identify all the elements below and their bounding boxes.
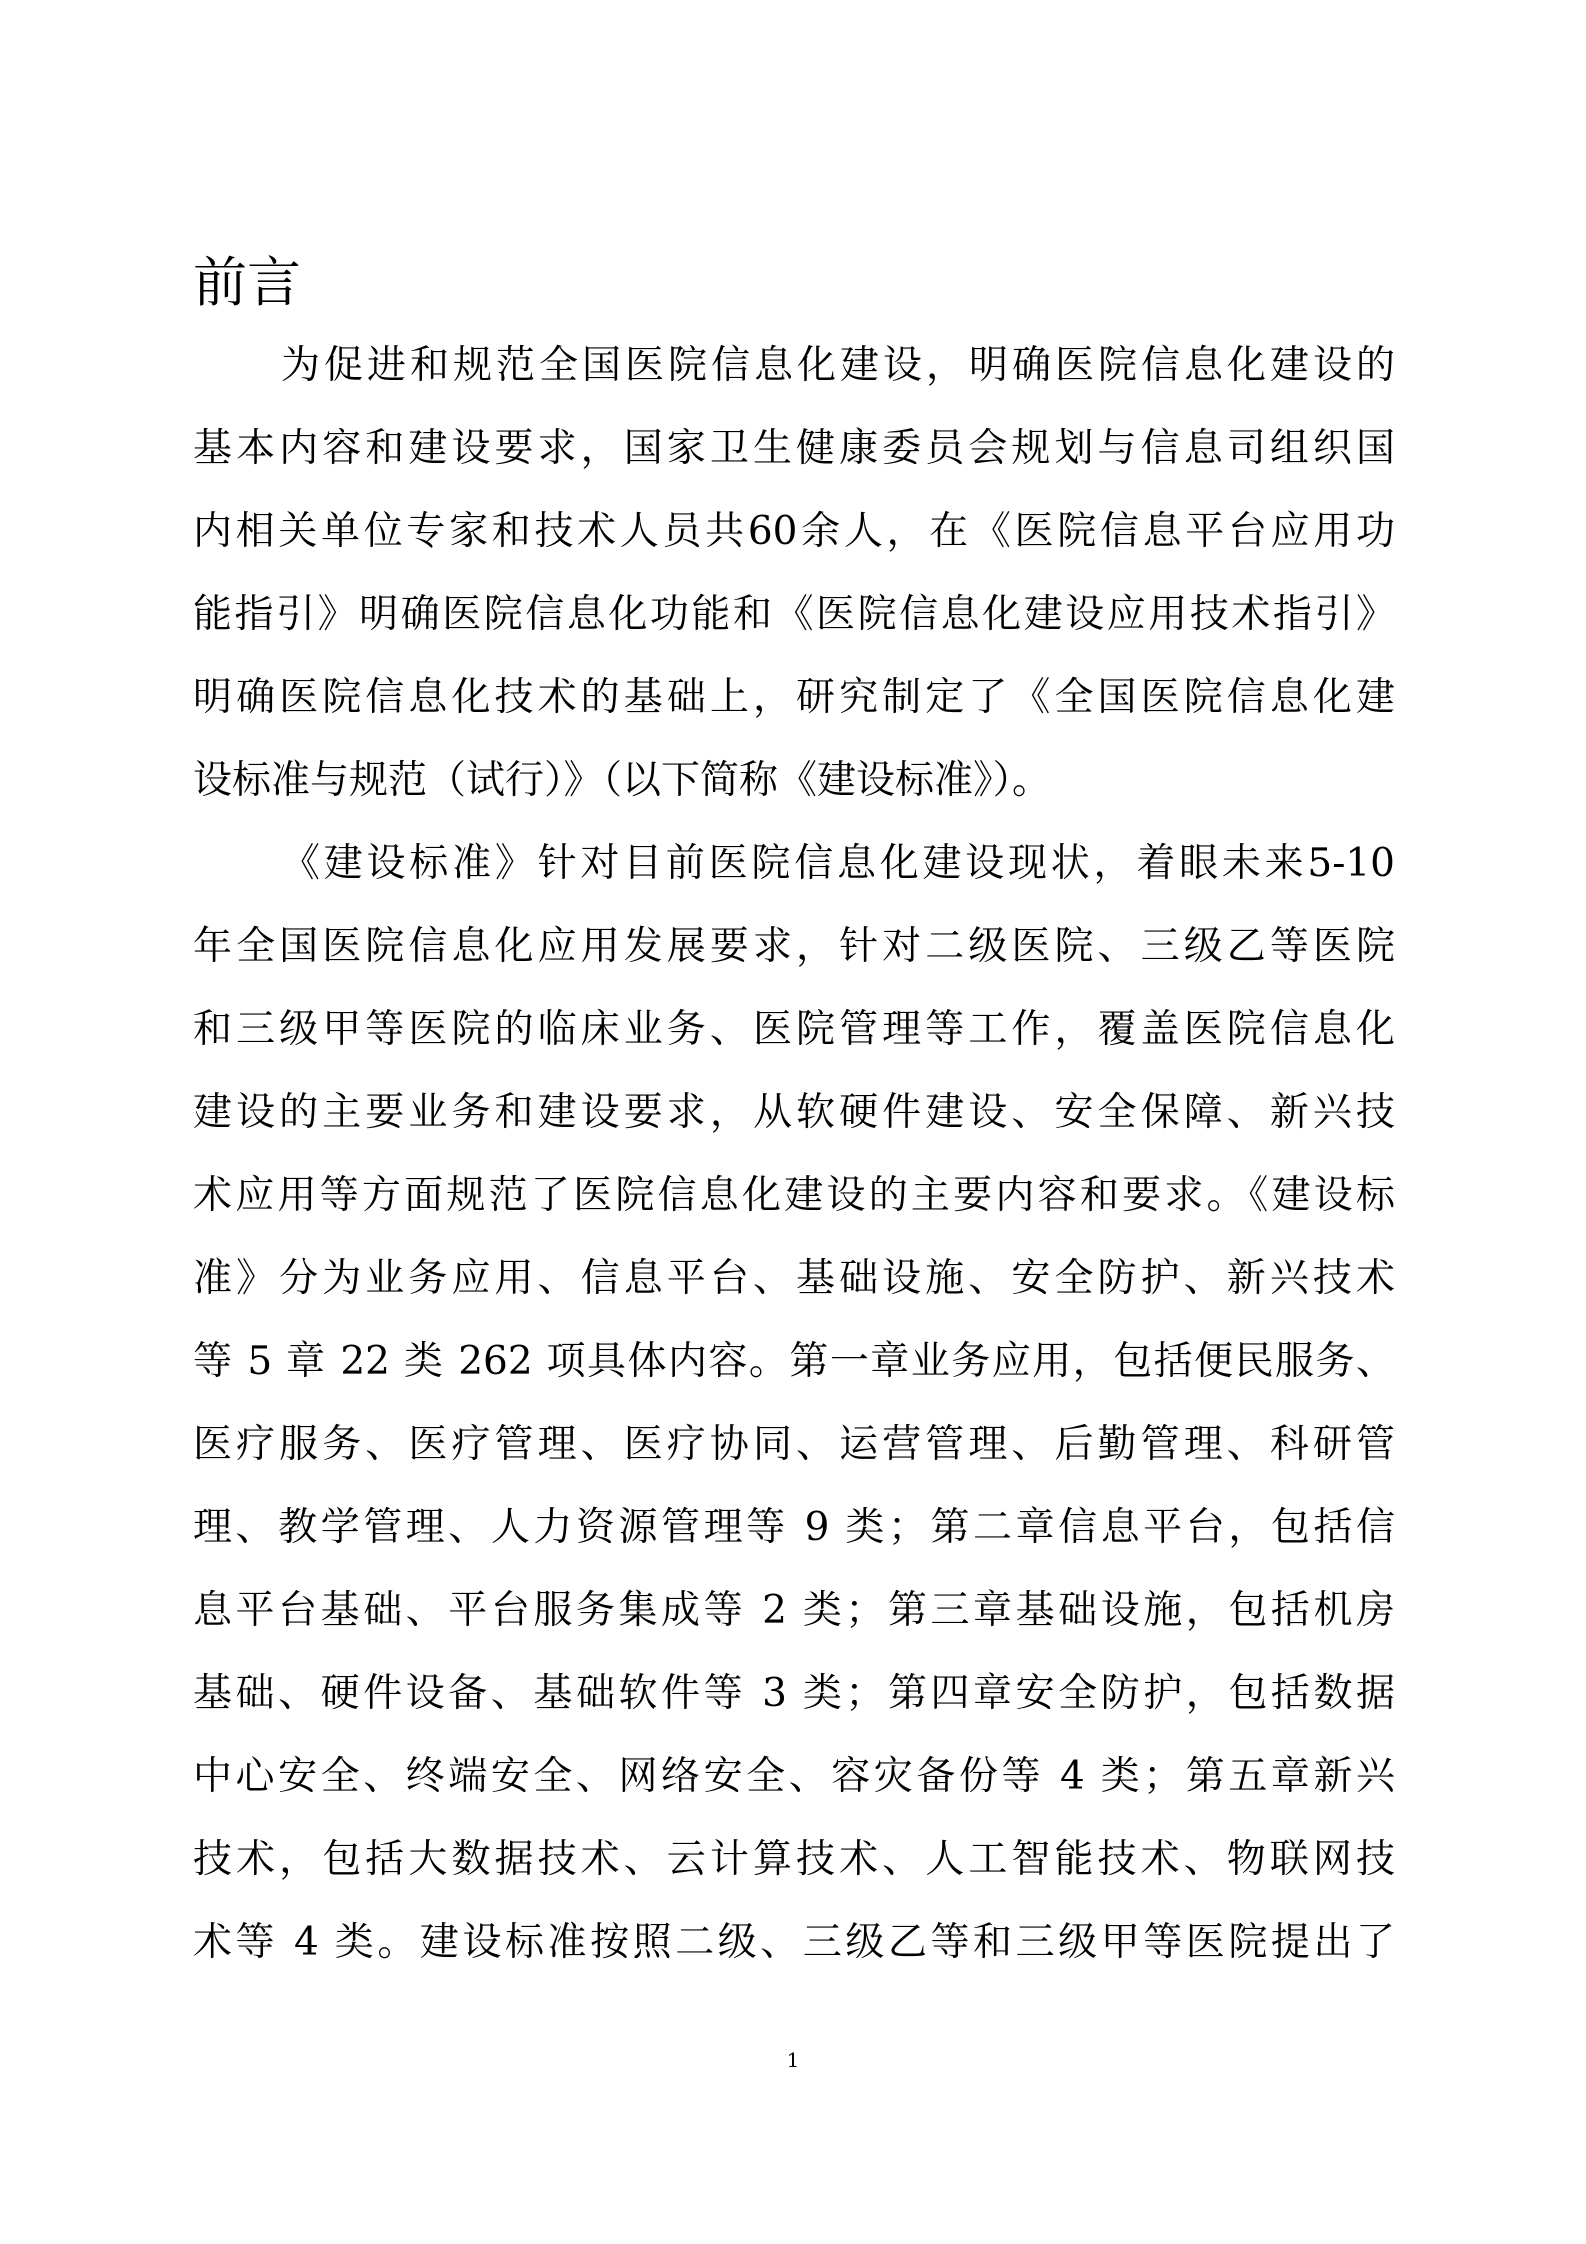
text-line: 内相关单位专家和技术人员共60余人，在《医院信息平台应用功 [193,509,1395,554]
text-line: 基础、硬件设备、基础软件等 3 类；第四章安全防护，包括数据 [193,1671,1395,1716]
text-line: 理、教学管理、人力资源管理等 9 类；第二章信息平台，包括信 [193,1505,1395,1550]
paragraph-1 [193,336,1395,834]
text-line: 等 5 章 22 类 262 项具体内容。第一章业务应用，包括便民服务、 [193,1339,1395,1384]
text-line: 为促进和规范全国医院信息化建设，明确医院信息化建设的 [281,343,1395,388]
document-body [193,336,1395,1996]
text-line: 建设的主要业务和建设要求，从软硬件建设、安全保障、新兴技 [193,1090,1395,1135]
text-line: 技术，包括大数据技术、云计算技术、人工智能技术、物联网技 [193,1837,1395,1882]
text-line: 明确医院信息化技术的基础上，研究制定了《全国医院信息化建 [193,675,1395,720]
text-line: 术等 4 类。建设标准按照二级、三级乙等和三级甲等医院提出了 [193,1920,1395,1965]
text-line: 能指引》明确医院信息化功能和《医院信息化建设应用技术指引》 [193,592,1395,637]
text-line: 《建设标准》针对目前医院信息化建设现状，着眼未来5-10 [281,841,1395,886]
text-line: 年全国医院信息化应用发展要求，针对二级医院、三级乙等医院 [193,924,1395,969]
text-line: 术应用等方面规范了医院信息化建设的主要内容和要求。《建设标 [193,1173,1395,1218]
text-line: 和三级甲等医院的临床业务、医院管理等工作，覆盖医院信息化 [193,1007,1395,1052]
paragraph-2 [193,834,1395,1996]
text-line: 中心安全、终端安全、网络安全、容灾备份等 4 类；第五章新兴 [193,1754,1395,1799]
text-line: 医疗服务、医疗管理、医疗协同、运营管理、后勤管理、科研管 [193,1422,1395,1467]
page-title: 前言 [193,251,301,314]
text-line: 息平台基础、平台服务集成等 2 类；第三章基础设施，包括机房 [193,1588,1395,1633]
text-line: 准》分为业务应用、信息平台、基础设施、安全防护、新兴技术 [193,1256,1395,1301]
text-line: 设标准与规范（试行）》（以下简称《建设标准》）。 [193,758,1052,803]
page-number: 1 [786,2048,800,2072]
text-line: 基本内容和建设要求，国家卫生健康委员会规划与信息司组织国 [193,426,1395,471]
